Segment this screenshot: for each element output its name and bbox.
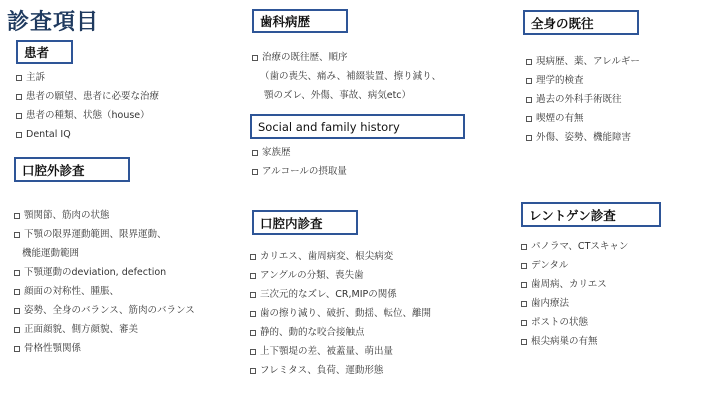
dental-history-list — [252, 48, 441, 105]
social-history-heading — [250, 114, 465, 139]
list-item: 三次元的なズレ、CR,MIPの関係 — [250, 285, 431, 304]
list-item: 喫煙の有無 — [526, 109, 640, 128]
list-item: 顎関節、筋肉の状態 — [14, 206, 195, 225]
list-item: 外傷、姿勢、機能障害 — [526, 128, 640, 147]
intraoral-list — [250, 247, 431, 380]
list-item: アルコールの摂取量 — [252, 162, 347, 181]
list-item: 顎のズレ、外傷、事故、病気etc） — [264, 90, 412, 101]
list-item: 家族歴 — [252, 143, 347, 162]
list-item: 歯内療法 — [521, 294, 628, 313]
social-history-heading-label: Social and family history — [258, 119, 400, 134]
list-item: 患者の種類、状態（house） — [16, 106, 159, 125]
extraoral-heading-label: 口腔外診査 — [22, 162, 85, 178]
list-item: 根尖病巣の有無 — [521, 332, 628, 351]
slide-title: 診査項目 — [7, 10, 100, 35]
list-item: 患者の願望、患者に必要な治療 — [16, 87, 159, 106]
list-item: 機能運動範囲 — [22, 248, 80, 259]
systemic-history-list — [526, 52, 640, 147]
xray-heading-label: レントゲン診査 — [529, 207, 616, 223]
dental-history-heading-label: 歯科病歴 — [260, 14, 311, 29]
list-item: 過去の外科手術既往 — [526, 90, 640, 109]
list-item: 顔面の対称性、腫脹、 — [14, 282, 195, 301]
list-item: 下顎の限界運動範囲、限界運動、 — [14, 225, 195, 244]
systemic-history-heading-label: 全身の既往 — [531, 15, 594, 31]
list-item: アングルの分類、喪失歯 — [250, 266, 431, 285]
list-item: 骨格性顎関係 — [14, 339, 195, 358]
extraoral-list — [14, 206, 195, 358]
list-item: 主訴 — [16, 68, 159, 87]
systemic-history-heading — [523, 10, 639, 35]
xray-heading — [521, 202, 661, 227]
list-item: フレミタス、負荷、運動形態 — [250, 361, 431, 380]
patient-heading — [16, 40, 73, 64]
intraoral-heading — [252, 210, 358, 235]
patient-heading-label: 患者 — [24, 45, 50, 60]
list-item: デンタル — [521, 256, 628, 275]
dental-history-heading — [252, 9, 348, 33]
list-item: 正面顔貌、側方顔貌、審美 — [14, 320, 195, 339]
list-item: 静的、動的な咬合接触点 — [250, 323, 431, 342]
list-item: （歯の喪失、痛み、補綴装置、擦り減り、 — [260, 71, 442, 82]
intraoral-heading-label: 口腔内診査 — [260, 215, 323, 231]
list-item: 下顎運動のdeviation, defection — [14, 263, 195, 282]
list-item: 歯の擦り減り、破折、動揺、転位、離開 — [250, 304, 431, 323]
extraoral-heading — [14, 157, 130, 182]
list-item: 理学的検査 — [526, 71, 640, 90]
list-item: カリエス、歯周病変、根尖病変 — [250, 247, 431, 266]
list-item: Dental IQ — [16, 125, 159, 144]
xray-list — [521, 237, 628, 351]
list-item: 上下顎堤の差、被蓋量、萌出量 — [250, 342, 431, 361]
social-history-list — [252, 143, 347, 181]
patient-list — [16, 68, 159, 144]
list-item: ポストの状態 — [521, 313, 628, 332]
list-item: 歯周病、カリエス — [521, 275, 628, 294]
list-item: パノラマ、CTスキャン — [521, 237, 628, 256]
list-item: 治療の既往歴、順序 — [252, 48, 441, 67]
list-item: 現病歴、薬、アレルギー — [526, 52, 640, 71]
list-item: 姿勢、全身のバランス、筋肉のバランス — [14, 301, 195, 320]
